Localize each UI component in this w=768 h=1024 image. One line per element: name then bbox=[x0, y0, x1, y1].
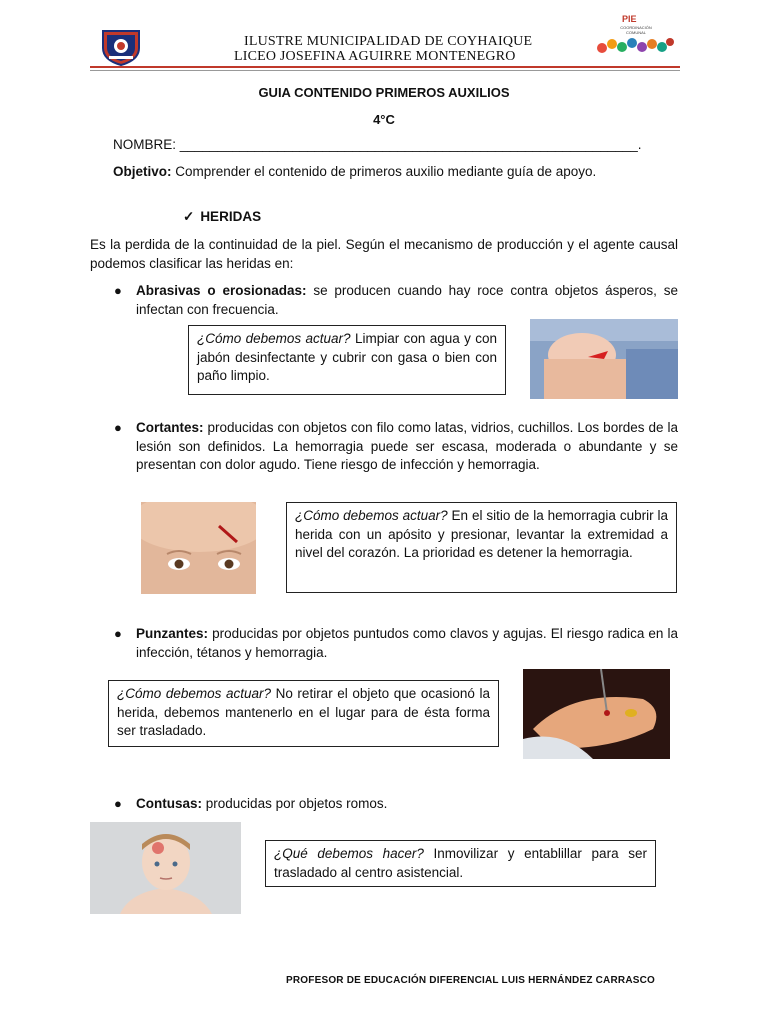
pie-logo bbox=[596, 14, 676, 60]
pie-logo-subtext: COORDINACIÓN COMUNAL bbox=[620, 25, 652, 35]
section-heading bbox=[183, 208, 261, 227]
bullet-icon: ● bbox=[114, 626, 122, 641]
item-abrasivas bbox=[136, 282, 678, 319]
colored-hands-icon bbox=[597, 38, 674, 53]
header-municipality: ILUSTRE MUNICIPALIDAD DE COYHAIQUE bbox=[244, 34, 533, 49]
item-punzantes bbox=[136, 625, 678, 662]
action-answer: No retirar el objeto que ocasionó la herida, debemos mantenerlo en el lugar para de ésta forma ser trasladado. bbox=[117, 686, 490, 738]
school-shield-logo bbox=[101, 28, 141, 66]
item-desc: se producen cuando hay roce contra objetos ásperos, se infectan con frecuencia. bbox=[136, 283, 678, 317]
item-contusas bbox=[136, 795, 678, 814]
item-term: Contusas: bbox=[136, 796, 203, 811]
objective-text: Comprender el contenido de primeros auxilio mediante guía de apoyo. bbox=[175, 164, 597, 179]
intro-paragraph: Es la perdida de la continuidad de la piel. Según el mecanismo de producción y el agente causal podemos clasificar las heridas en: bbox=[90, 237, 678, 271]
page-title: GUIA CONTENIDO PRIMEROS AUXILIOS bbox=[258, 85, 510, 100]
objective-label: Objetivo: bbox=[113, 164, 172, 179]
header-rule-red bbox=[90, 66, 680, 68]
action-answer: Inmovilizar y entablillar para ser trasladado al centro asistencial. bbox=[274, 846, 647, 880]
item-term: Punzantes: bbox=[136, 626, 209, 641]
header-school: LICEO JOSEFINA AGUIRRE MONTENEGRO bbox=[234, 49, 516, 64]
action-question: ¿Cómo debemos actuar? bbox=[295, 508, 448, 523]
elbow-abrasion-photo bbox=[530, 319, 678, 399]
hand-puncture-photo bbox=[523, 669, 670, 759]
pie-logo-text: PIE bbox=[622, 14, 637, 24]
item-cortantes bbox=[136, 419, 678, 475]
grade-label: 4°C bbox=[373, 112, 395, 127]
action-question: ¿Cómo debemos actuar? bbox=[117, 686, 271, 701]
action-question: ¿Cómo debemos actuar? bbox=[197, 331, 351, 346]
header-rule-gray bbox=[90, 70, 680, 71]
name-field[interactable] bbox=[113, 136, 673, 155]
bullet-icon: ● bbox=[114, 420, 122, 435]
child-bruise-photo bbox=[90, 822, 241, 914]
footer-teacher: PROFESOR DE EDUCACIÓN DIFERENCIAL LUIS HERNÁNDEZ CARRASCO bbox=[286, 975, 656, 986]
name-label: NOMBRE: bbox=[113, 137, 180, 152]
item-desc: producidas con objetos con filo como latas, vidrios, cuchillos. Los bordes de la lesión son definidos. La hemorragia puede ser escasa, moderada o abundante y se presentan con dolor agudo. Tiene riesgo de infección y hemorragia. bbox=[136, 420, 678, 472]
action-answer: En el sitio de la hemorragia cubrir la herida con un apósito y presionar, levantar la extremidad a nivel del corazón. La prioridad es detener la hemorragia. bbox=[295, 508, 668, 560]
check-icon: ✓ bbox=[183, 209, 195, 224]
name-line: _____________________________________________________________. bbox=[179, 137, 642, 152]
section-title: HERIDAS bbox=[200, 209, 262, 224]
objective bbox=[113, 163, 677, 182]
action-box-cortantes bbox=[286, 502, 677, 593]
item-desc: producidas por objetos romos. bbox=[205, 796, 388, 811]
bullet-icon: ● bbox=[114, 796, 122, 811]
item-desc: producidas por objetos puntudos como clavos y agujas. El riesgo radica en la infección, tétanos y hemorragia. bbox=[136, 626, 678, 660]
item-term: Cortantes: bbox=[136, 420, 204, 435]
action-box-contusas bbox=[265, 840, 656, 887]
action-box-abrasivas bbox=[188, 325, 506, 395]
action-box-punzantes bbox=[108, 680, 499, 747]
bullet-icon: ● bbox=[114, 283, 122, 298]
action-question: ¿Qué debemos hacer? bbox=[274, 846, 424, 861]
action-answer: Limpiar con agua y con jabón desinfectante y cubrir con gasa o bien con paño limpio. bbox=[197, 331, 497, 383]
item-term: Abrasivas o erosionadas: bbox=[136, 283, 307, 298]
child-forehead-cut-photo bbox=[141, 502, 256, 594]
